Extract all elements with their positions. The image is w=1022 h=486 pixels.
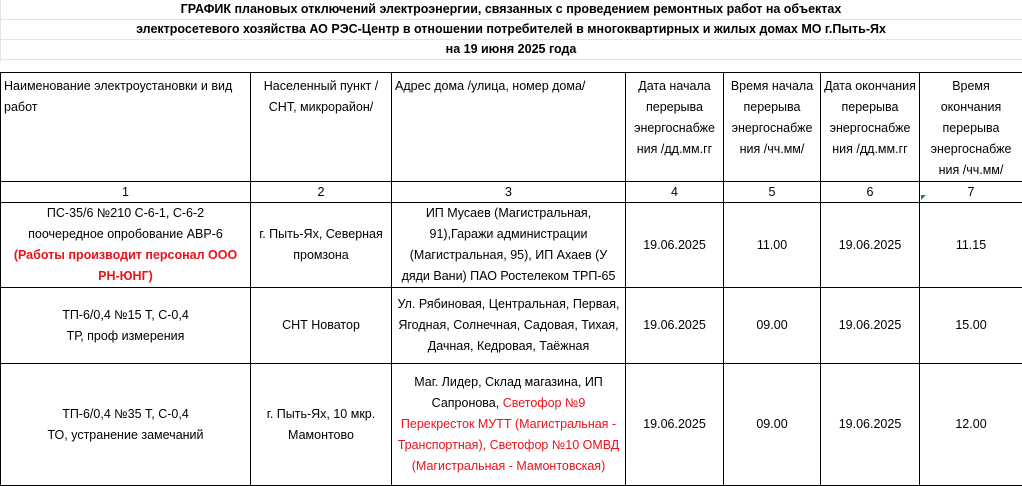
end-time-cell[interactable]: 15.00 xyxy=(920,288,1022,364)
contractor-note: (Работы производит персонал ООО РН-ЮНГ) xyxy=(4,245,247,287)
column-number[interactable]: 2 xyxy=(251,182,392,203)
title-line-1: ГРАФИК плановых отключений электроэнергии, связанных с проведением ремонтных работ на объектах xyxy=(181,0,842,19)
column-number[interactable]: 5 xyxy=(724,182,821,203)
end-date-cell[interactable]: 19.06.2025 xyxy=(821,203,920,288)
work-type: ТО, устранение замечаний xyxy=(4,425,247,446)
installation-cell[interactable] xyxy=(1,203,251,288)
start-time-cell[interactable]: 11.00 xyxy=(724,203,821,288)
title-row-2[interactable] xyxy=(0,20,1022,40)
start-time-cell[interactable]: 09.00 xyxy=(724,364,821,486)
start-date-cell[interactable]: 19.06.2025 xyxy=(626,364,724,486)
table-row xyxy=(1,203,1022,288)
column-number[interactable]: 1 xyxy=(1,182,251,203)
start-time-cell[interactable]: 09.00 xyxy=(724,288,821,364)
start-date-cell[interactable]: 19.06.2025 xyxy=(626,203,724,288)
header-end-time[interactable]: Время окончания перерыва энергоснабже ния /чч.мм/ xyxy=(920,73,1022,182)
work-type: ТР, проф измерения xyxy=(4,326,247,347)
installation-cell[interactable] xyxy=(1,364,251,486)
outage-schedule-table xyxy=(0,72,1022,486)
comment-marker-icon[interactable] xyxy=(921,195,926,200)
end-time-cell[interactable]: 12.00 xyxy=(920,364,1022,486)
column-number[interactable]: 3 xyxy=(392,182,626,203)
installation-name: ПС-35/6 №210 С-6-1, С-6-2 xyxy=(4,203,247,224)
end-time-cell[interactable]: 11.15 xyxy=(920,203,1022,288)
end-date-cell[interactable]: 19.06.2025 xyxy=(821,364,920,486)
title-row-1[interactable] xyxy=(0,0,1022,20)
address-cell[interactable] xyxy=(392,364,626,486)
title-line-3: на 19 июня 2025 года xyxy=(446,40,577,59)
column-number[interactable]: 6 xyxy=(821,182,920,203)
column-number[interactable]: 4 xyxy=(626,182,724,203)
header-locality[interactable]: Населенный пункт /СНТ, микрорайон/ xyxy=(251,73,392,182)
installation-cell[interactable] xyxy=(1,288,251,364)
header-end-date[interactable]: Дата окончания перерыва энергоснабже ния /дд.мм.гг xyxy=(821,73,920,182)
address-text: Ул. Рябиновая, Центральная, Первая, Ягодная, Солнечная, Садовая, Тихая, Дачная, Кедровая, Таёжная xyxy=(398,297,620,353)
header-installation[interactable]: Наименование электроустановки и вид работ xyxy=(1,73,251,182)
address-cell[interactable] xyxy=(392,288,626,364)
work-type: поочередное опробование АВР-6 xyxy=(4,224,247,245)
locality-cell[interactable]: г. Пыть-Ях, 10 мкр. Мамонтово xyxy=(251,364,392,486)
table-row xyxy=(1,364,1022,486)
address-text: ИП Мусаев (Магистральная, 91),Гаражи администрации (Магистральная, 95), ИП Ахаев (У дяди Вани) ПАО Ростелеком ТРП-65 xyxy=(402,206,616,283)
address-text-highlighted: Светофор №9 Перекресток МУТТ (Магистральная - Транспортная), Светофор №10 ОМВД (Магистральная - Мамонтовская) xyxy=(398,396,620,473)
header-start-date[interactable]: Дата начала перерыва энергоснабже ния /дд.мм.гг xyxy=(626,73,724,182)
gridline xyxy=(0,0,1,62)
start-date-cell[interactable]: 19.06.2025 xyxy=(626,288,724,364)
installation-name: ТП-6/0,4 №35 Т, С-0,4 xyxy=(4,404,247,425)
end-date-cell[interactable]: 19.06.2025 xyxy=(821,288,920,364)
blank-row[interactable] xyxy=(0,60,1022,71)
locality-cell[interactable]: СНТ Новатор xyxy=(251,288,392,364)
header-start-time[interactable]: Время начала перерыва энергоснабже ния /чч.мм/ xyxy=(724,73,821,182)
table-row xyxy=(1,288,1022,364)
address-cell[interactable] xyxy=(392,203,626,288)
address-text: Маг. Лидер, Склад магазина, ИП Сапронова, xyxy=(414,375,603,410)
title-row-3[interactable] xyxy=(0,40,1022,60)
installation-name: ТП-6/0,4 №15 Т, С-0,4 xyxy=(4,305,247,326)
locality-cell[interactable]: г. Пыть-Ях, Северная промзона xyxy=(251,203,392,288)
column-number[interactable]: 7 xyxy=(920,182,1022,203)
column-number-row xyxy=(1,182,1022,203)
header-row xyxy=(1,73,1022,182)
header-address[interactable]: Адрес дома /улица, номер дома/ xyxy=(392,73,626,182)
title-line-2: электросетевого хозяйства АО РЭС-Центр в отношении потребителей в многоквартирных и жилых домах МО г.Пыть-Ях xyxy=(136,20,886,39)
